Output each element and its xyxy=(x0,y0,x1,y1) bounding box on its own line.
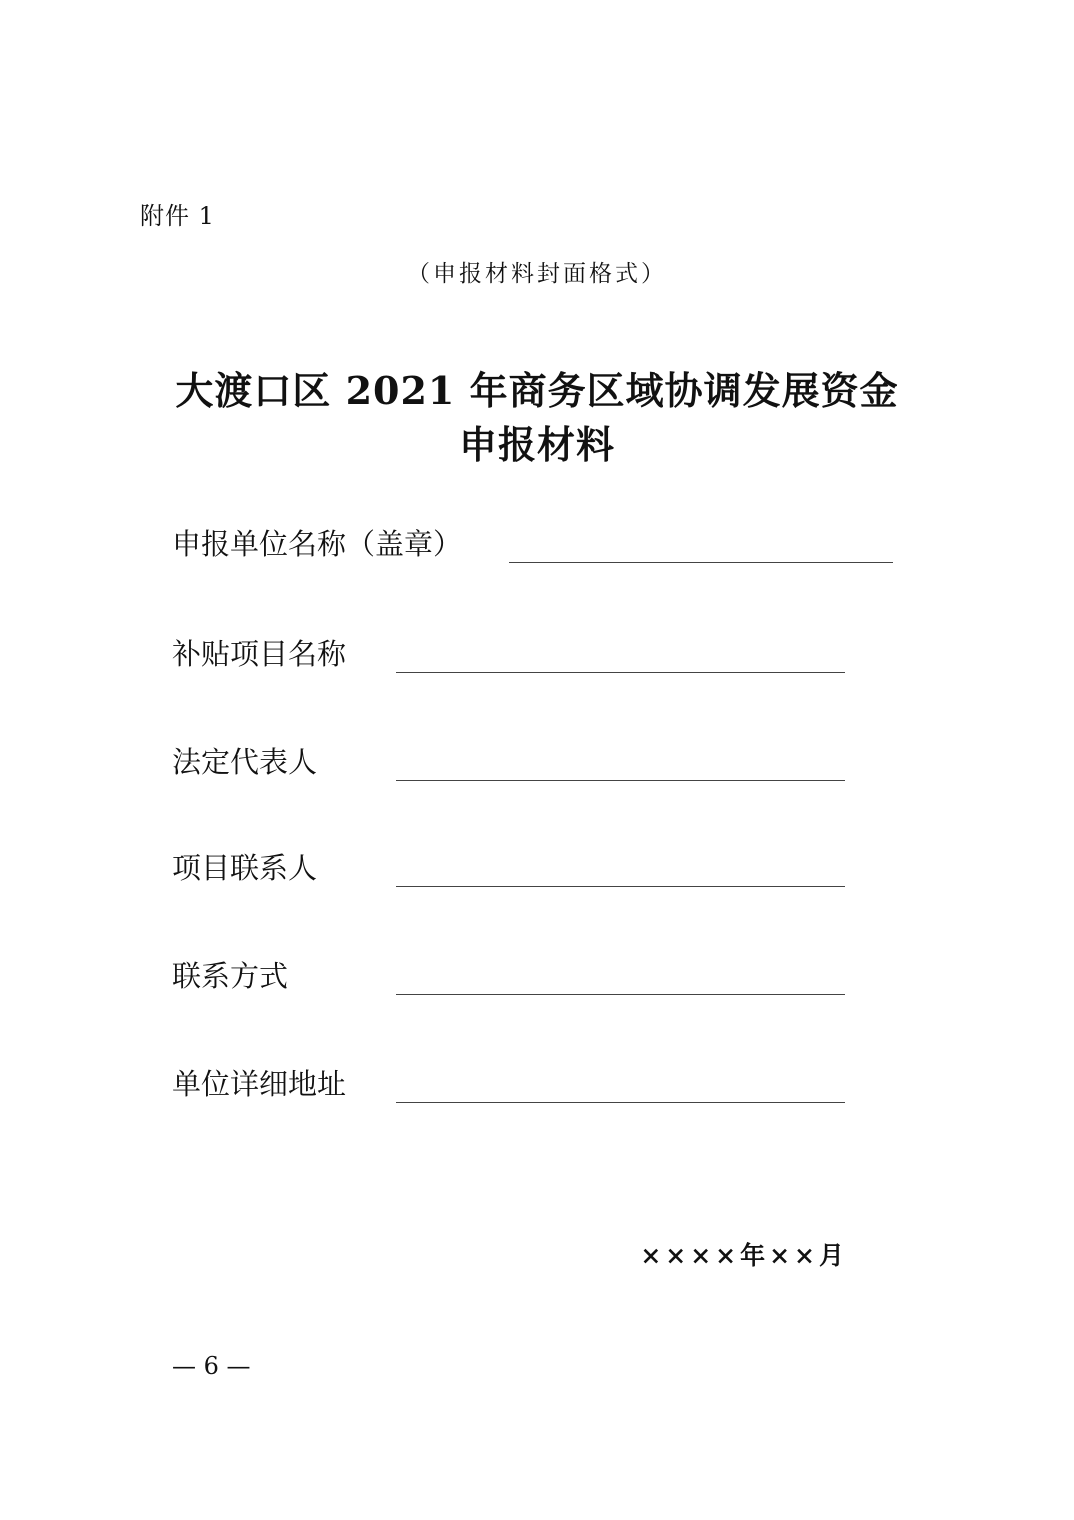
field-project-contact xyxy=(172,848,932,892)
field-label: 联系方式 xyxy=(172,959,289,993)
field-label: 项目联系人 xyxy=(172,851,318,885)
fill-in-line xyxy=(396,1102,845,1103)
fill-in-line xyxy=(396,886,845,887)
field-label: 申报单位名称（盖章） xyxy=(172,527,463,561)
field-legal-representative xyxy=(172,742,932,786)
page-number: — 6 — xyxy=(172,1352,251,1380)
date-placeholder: ××××年××月 xyxy=(640,1241,848,1270)
fill-in-line xyxy=(396,994,845,995)
field-unit-address xyxy=(172,1064,932,1108)
field-label: 单位详细地址 xyxy=(172,1067,347,1101)
field-applicant-unit xyxy=(172,524,932,568)
field-contact-method xyxy=(172,956,932,1000)
field-label: 法定代表人 xyxy=(172,745,318,779)
fill-in-line xyxy=(509,562,893,563)
format-note: （申报材料封面格式） xyxy=(407,261,667,287)
attachment-label: 附件 1 xyxy=(140,202,215,230)
document-title-line-2: 申报材料 xyxy=(458,422,615,467)
field-label: 补贴项目名称 xyxy=(172,637,347,671)
document-title-line-1: 大渡口区 2021 年商务区域协调发展资金 xyxy=(175,368,899,413)
fill-in-line xyxy=(396,780,845,781)
fill-in-line xyxy=(396,672,845,673)
field-subsidy-project xyxy=(172,634,932,678)
